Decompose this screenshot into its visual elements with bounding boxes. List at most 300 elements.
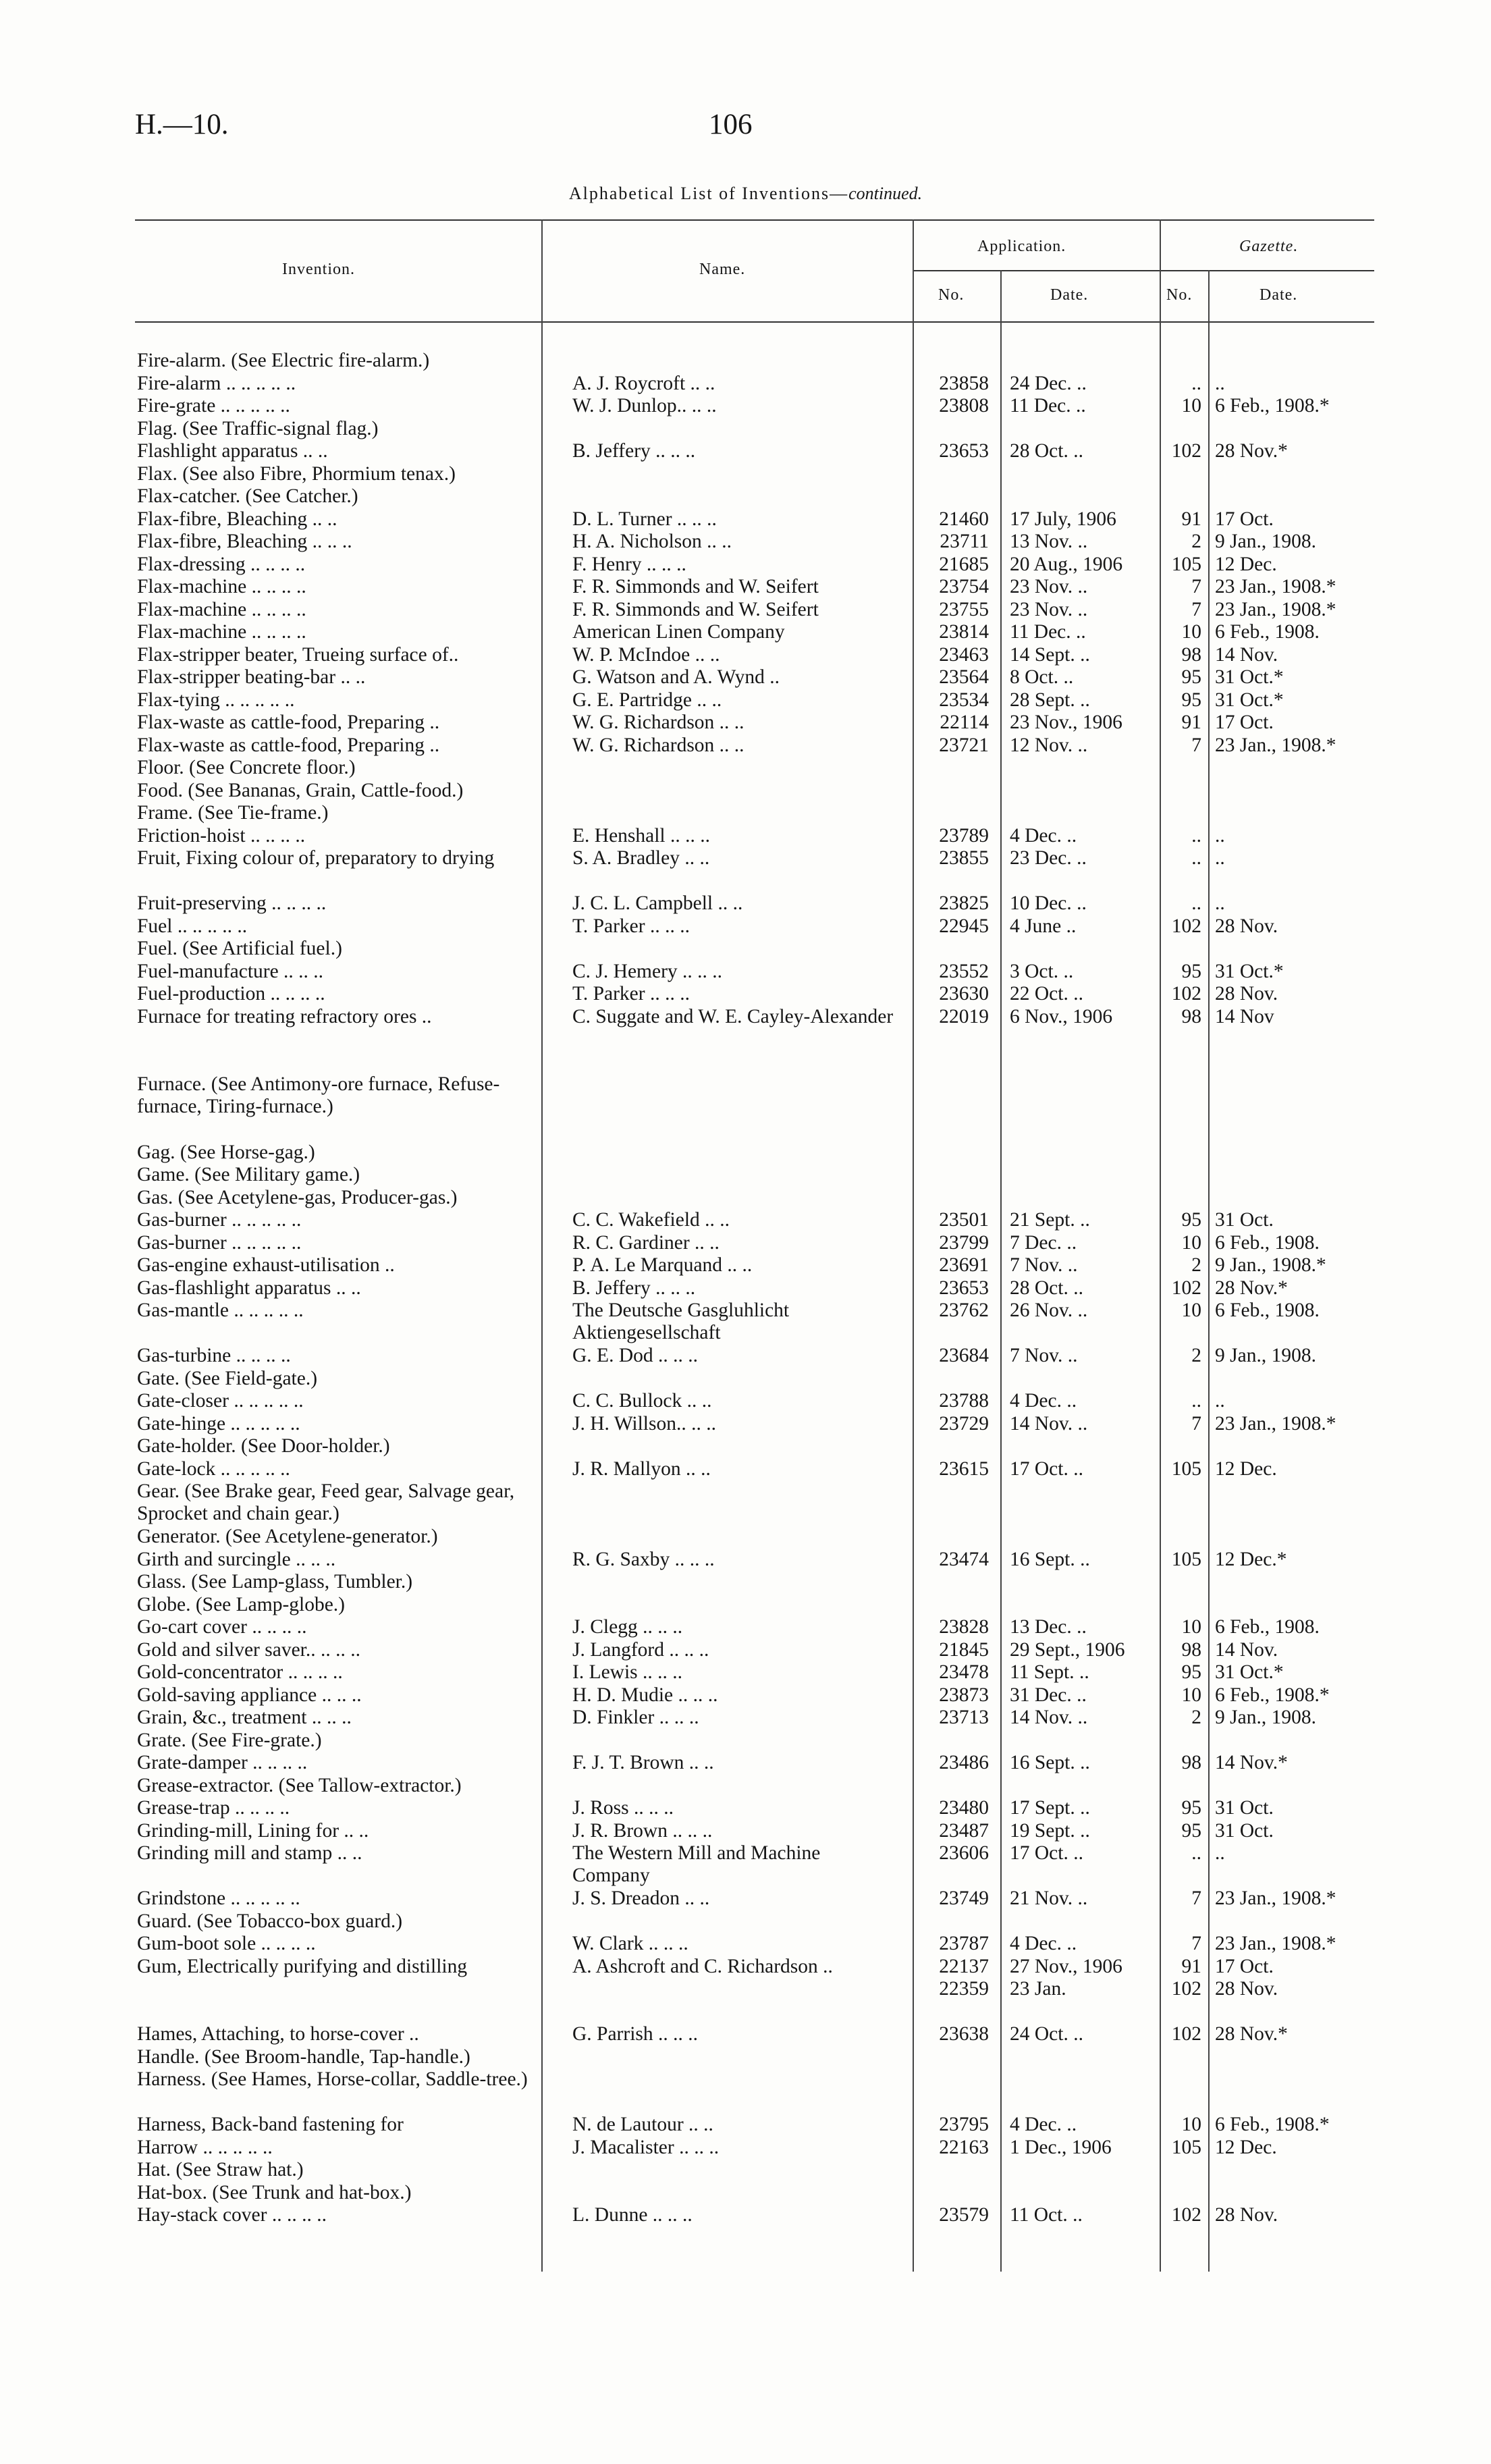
invention-cell: Game. (See Military game.) [137,1164,360,1185]
name-cell: J. C. L. Campbell .. .. [572,892,743,914]
application-number-cell: 22137 [939,1955,989,1977]
name-cell: J. Langford .. .. .. [572,1638,709,1661]
name-cell: J. H. Willson.. .. .. [572,1412,716,1435]
gazette-number-cell: 95 [1181,1797,1201,1819]
gazette-number-cell: 7 [1191,598,1201,620]
name-cell: H. A. Nicholson .. .. [572,531,732,552]
gazette-number-cell: 102 [1171,915,1201,937]
invention-cell: Flax-stripper beating-bar .. .. [137,666,366,688]
application-date-cell: 23 Nov. .. [1010,576,1088,597]
name-cell: J. R. Brown .. .. .. [572,1819,713,1842]
name-cell: R. G. Saxby .. .. .. [572,1548,715,1570]
application-date-cell: 28 Oct. .. [1010,440,1083,462]
application-number-cell: 23501 [939,1209,989,1231]
application-number-cell: 23684 [939,1345,989,1366]
application-number-cell: 21460 [939,508,989,530]
application-date-cell: 31 Dec. .. [1010,1684,1087,1706]
application-date-cell: 11 Dec. .. [1010,621,1086,643]
application-number-cell: 23474 [939,1548,989,1570]
gazette-date-cell: 6 Feb., 1908. [1215,1231,1320,1254]
application-number-cell: 23653 [939,1277,989,1299]
name-cell: E. Henshall .. .. .. [572,824,711,847]
caption-text: Alphabetical List of Inventions— [568,184,849,203]
page-caption [0,184,1491,204]
name-cell: H. D. Mudie .. .. .. [572,1684,718,1706]
invention-cell: Hames, Attaching, to horse-cover .. [137,2023,419,2045]
gazette-date-cell: 14 Nov.* [1215,1752,1288,1773]
invention-cell: Gas-turbine .. .. .. .. [137,1345,291,1366]
name-cell: F. R. Simmonds and W. Seifert [572,576,819,597]
application-date-cell: 24 Dec. .. [1010,372,1087,394]
gazette-number-cell: 7 [1191,1887,1201,1909]
gazette-date-cell: 17 Oct. [1215,712,1274,733]
name-cell: J. Clegg .. .. .. [572,1616,683,1638]
gazette-date-cell: 9 Jan., 1908. [1215,531,1316,552]
gazette-number-cell: 2 [1191,1707,1201,1728]
gazette-number-cell: .. [1191,1842,1201,1864]
gazette-date-cell: 28 Nov.* [1215,440,1288,462]
gazette-number-cell: 10 [1181,1300,1201,1321]
name-cell: G. Parrish .. .. .. [572,2023,699,2045]
gazette-number-cell: 10 [1181,1231,1201,1254]
invention-cell: Fire-alarm .. .. .. .. .. [137,372,296,394]
invention-cell: Grindstone .. .. .. .. .. [137,1887,300,1909]
application-number-cell: 23814 [939,621,989,643]
application-date-cell: 1 Dec., 1906 [1010,2136,1112,2158]
invention-cell: Gate-closer .. .. .. .. .. [137,1390,304,1412]
gazette-number-cell: 10 [1181,1616,1201,1638]
name-cell: W. Clark .. .. .. [572,1933,688,1954]
application-number-cell: 23755 [939,598,989,620]
gazette-number-cell: 10 [1181,1684,1201,1706]
gazette-number-cell: .. [1191,1390,1201,1412]
gazette-date-cell: 31 Oct. [1215,1209,1274,1231]
gazette-date-cell: 17 Oct. [1215,508,1274,530]
invention-cell: Flax-dressing .. .. .. .. [137,553,306,575]
gazette-date-cell: 6 Feb., 1908.* [1215,1684,1330,1706]
invention-cell: Fuel-manufacture .. .. .. [137,960,324,982]
gazette-number-cell: 95 [1181,666,1201,688]
invention-cell: Fruit-preserving .. .. .. .. [137,892,327,914]
gazette-number-cell: 98 [1181,643,1201,666]
application-number-cell: 21845 [939,1638,989,1661]
invention-cell: Floor. (See Concrete floor.) [137,757,356,778]
name-cell: S. A. Bradley .. .. [572,847,710,869]
gazette-number-cell: 102 [1171,440,1201,462]
name-cell: C. J. Hemery .. .. .. [572,960,723,982]
invention-cell: Hat-box. (See Trunk and hat-box.) [137,2181,412,2203]
invention-cell: Gag. (See Horse-gag.) [137,1141,315,1163]
application-rule [913,270,1374,271]
application-number-cell: 23858 [939,372,989,394]
application-date-cell: 23 Nov., 1906 [1010,712,1122,733]
gazette-number-cell: 105 [1171,2136,1201,2158]
application-number-cell: 23552 [939,960,989,982]
invention-cell: Flax-waste as cattle-food, Preparing .. [137,712,440,733]
gazette-date-cell: 28 Nov.* [1215,2023,1288,2045]
invention-cell: Fuel. (See Artificial fuel.) [137,938,342,959]
invention-cell: Flax-machine .. .. .. .. [137,598,306,620]
application-number-cell: 23713 [939,1707,989,1728]
application-number-cell: 23630 [939,983,989,1005]
name-cell: F. J. T. Brown .. .. [572,1752,714,1773]
application-date-cell: 12 Nov. .. [1010,734,1088,756]
gazette-number-cell: 91 [1181,712,1201,733]
invention-cell: Hay-stack cover .. .. .. .. [137,2204,327,2226]
name-cell: The Western Mill and Machine Company [572,1842,821,1886]
name-cell: W. J. Dunlop.. .. .. [572,395,717,417]
application-date-cell: 3 Oct. .. [1010,960,1074,982]
application-number-cell: 23564 [939,666,989,688]
invention-cell: Fuel-production .. .. .. .. [137,983,325,1005]
application-date-cell: 23 Nov. .. [1010,598,1088,620]
gazette-number-cell: .. [1191,892,1201,914]
gazette-date-cell: .. [1215,892,1225,914]
gazette-date-cell: 31 Oct.* [1215,960,1284,982]
name-cell: The Deutsche Gasgluhlicht Aktiengesellschaft [572,1300,790,1343]
application-number-cell: 23788 [939,1390,989,1412]
name-cell: T. Parker .. .. .. [572,983,690,1005]
header-app-no: No. [938,286,965,304]
gazette-date-cell: 12 Dec.* [1215,1548,1287,1570]
gazette-number-cell: 98 [1181,1638,1201,1661]
gazette-date-cell: 23 Jan., 1908.* [1215,1933,1336,1954]
gazette-date-cell: 9 Jan., 1908.* [1215,1254,1326,1276]
gazette-date-cell: 23 Jan., 1908.* [1215,576,1336,597]
name-cell: W. P. McIndoe .. .. [572,643,720,666]
application-number-cell: 23873 [939,1684,989,1706]
gazette-date-cell: 31 Oct. [1215,1819,1274,1842]
application-date-cell: 22 Oct. .. [1010,983,1083,1005]
gazette-number-cell: 7 [1191,576,1201,597]
application-number-cell: 22019 [939,1005,989,1027]
application-date-cell: 4 June .. [1010,915,1077,937]
application-number-cell: 21685 [939,553,989,575]
header-name: Name. [699,261,746,278]
application-date-cell: 4 Dec. .. [1010,2114,1077,2135]
application-date-cell: 4 Dec. .. [1010,1390,1077,1412]
application-number-cell: 22945 [939,915,989,937]
gazette-date-cell: 23 Jan., 1908.* [1215,1887,1336,1909]
name-cell: C. C. Wakefield .. .. [572,1209,730,1231]
application-number-cell: 23808 [939,395,989,417]
application-date-cell: 11 Dec. .. [1010,395,1086,417]
application-date-cell: 19 Sept. .. [1010,1819,1090,1842]
application-date-cell: 26 Nov. .. [1010,1300,1088,1321]
gazette-number-cell: 2 [1191,1345,1201,1366]
invention-cell: Furnace. (See Antimony-ore furnace, Refuse-furnace, Tiring-furnace.) [137,1073,500,1117]
application-date-cell: 28 Sept. .. [1010,689,1090,711]
gazette-number-cell: 10 [1181,395,1201,417]
gazette-date-cell: .. [1215,847,1225,869]
gazette-number-cell: 2 [1191,531,1201,552]
application-number-cell: 23615 [939,1457,989,1480]
invention-cell: Grease-extractor. (See Tallow-extractor.) [137,1774,462,1796]
column-rule-gaz-date [1208,270,1210,2272]
gazette-number-cell: 7 [1191,1412,1201,1435]
invention-cell: Gum-boot sole .. .. .. .. [137,1933,316,1954]
name-cell: L. Dunne .. .. .. [572,2204,693,2226]
invention-cell: Grate-damper .. .. .. .. [137,1752,308,1773]
gazette-date-cell: 28 Nov. [1215,915,1278,937]
application-number-cell: 23638 [939,2023,989,2045]
gazette-number-cell: 95 [1181,689,1201,711]
application-number-cell: 23486 [939,1752,989,1773]
application-number-cell: 22359 [939,1978,989,2000]
application-number-cell: 23754 [939,576,989,597]
application-number-cell: 23721 [939,734,989,756]
header-gazette: Gazette. [1239,238,1299,255]
invention-cell: Grate. (See Fire-grate.) [137,1729,322,1751]
application-date-cell: 11 Oct. .. [1010,2204,1083,2226]
application-date-cell: 11 Sept. .. [1010,1661,1089,1683]
invention-cell: Harness. (See Hames, Horse-collar, Saddle-tree.) [137,2068,528,2090]
gazette-date-cell: 14 Nov [1215,1005,1274,1027]
invention-cell: Gas-engine exhaust-utilisation .. [137,1254,395,1276]
gazette-date-cell: 31 Oct.* [1215,666,1284,688]
application-date-cell: 13 Dec. .. [1010,1616,1087,1638]
name-cell: G. E. Dod .. .. .. [572,1345,699,1366]
gazette-date-cell: 28 Nov. [1215,983,1278,1005]
application-number-cell: 22114 [940,712,989,733]
gazette-date-cell: 31 Oct.* [1215,1661,1284,1683]
application-number-cell: 23691 [939,1254,989,1276]
application-date-cell: 4 Dec. .. [1010,1933,1077,1954]
name-cell: J. R. Mallyon .. .. [572,1457,711,1480]
application-date-cell: 17 July, 1906 [1010,508,1116,530]
invention-cell: Food. (See Bananas, Grain, Cattle-food.) [137,779,464,801]
name-cell: N. de Lautour .. .. [572,2114,713,2135]
invention-cell: Gate-holder. (See Door-holder.) [137,1435,390,1457]
invention-cell: Globe. (See Lamp-globe.) [137,1593,346,1615]
invention-cell: Flax-catcher. (See Catcher.) [137,485,358,507]
gazette-number-cell: 95 [1181,960,1201,982]
application-date-cell: 17 Sept. .. [1010,1797,1090,1819]
application-date-cell: 20 Aug., 1906 [1010,553,1123,575]
name-cell: P. A. Le Marquand .. .. [572,1254,753,1276]
name-cell: American Linen Company [572,621,785,643]
invention-cell: Flag. (See Traffic-signal flag.) [137,417,379,439]
header-application: Application. [977,238,1066,255]
application-number-cell: 23534 [939,689,989,711]
gazette-date-cell: 28 Nov. [1215,1978,1278,2000]
gazette-date-cell: 28 Nov. [1215,2204,1278,2226]
gazette-number-cell: 95 [1181,1819,1201,1842]
gazette-date-cell: 6 Feb., 1908.* [1215,2114,1330,2135]
gazette-date-cell: 28 Nov.* [1215,1277,1288,1299]
gazette-date-cell: 31 Oct.* [1215,689,1284,711]
invention-cell: Grinding mill and stamp .. .. [137,1842,362,1864]
application-number-cell: 23828 [939,1616,989,1638]
invention-cell: Gear. (See Brake gear, Feed gear, Salvage gear, Sprocket and chain gear.) [137,1480,515,1524]
gazette-number-cell: 95 [1181,1209,1201,1231]
name-cell: D. L. Turner .. .. .. [572,508,717,530]
name-cell: J. Ross .. .. .. [572,1797,674,1819]
gazette-number-cell: 10 [1181,2114,1201,2135]
application-number-cell: 23787 [939,1933,989,1954]
invention-cell: Gold-saving appliance .. .. .. [137,1684,362,1706]
gazette-date-cell: 23 Jan., 1908.* [1215,1412,1336,1435]
gazette-number-cell: 91 [1181,1955,1201,1977]
invention-cell: Gold and silver saver.. .. .. .. [137,1638,360,1661]
gazette-number-cell: 7 [1191,1933,1201,1954]
running-head: H.—10. [135,109,229,140]
gazette-date-cell: 12 Dec. [1215,553,1277,575]
name-cell: W. G. Richardson .. .. [572,734,744,756]
name-cell: F. R. Simmonds and W. Seifert [572,598,819,620]
application-number-cell: 23855 [939,847,989,869]
application-number-cell: 23487 [939,1819,989,1842]
gazette-date-cell: 6 Feb., 1908. [1215,621,1320,643]
application-date-cell: 10 Dec. .. [1010,892,1087,914]
column-rule-app-date [1000,270,1002,2272]
header-gaz-no: No. [1166,286,1193,304]
gazette-date-cell: 9 Jan., 1908. [1215,1707,1316,1728]
name-cell: I. Lewis .. .. .. [572,1661,683,1683]
application-date-cell: 7 Dec. .. [1010,1231,1077,1254]
gazette-number-cell: 102 [1171,2023,1201,2045]
gazette-number-cell: .. [1191,824,1201,847]
application-number-cell: 23478 [939,1661,989,1683]
invention-cell: Guard. (See Tobacco-box guard.) [137,1910,403,1932]
invention-cell: Grain, &c., treatment .. .. .. [137,1707,352,1728]
application-number-cell: 23795 [939,2114,989,2135]
gazette-number-cell: 91 [1181,508,1201,530]
gazette-date-cell: 9 Jan., 1908. [1215,1345,1316,1366]
gazette-number-cell: 105 [1171,1457,1201,1480]
gazette-date-cell: 23 Jan., 1908.* [1215,734,1336,756]
application-date-cell: 7 Nov. .. [1010,1254,1078,1276]
header-app-date: Date. [1050,286,1089,304]
name-cell: D. Finkler .. .. .. [572,1707,699,1728]
invention-cell: Gate. (See Field-gate.) [137,1367,318,1389]
name-cell: C. Suggate and W. E. Cayley-Alexander [572,1005,894,1027]
application-number-cell: 23762 [939,1300,989,1321]
invention-cell: Fire-alarm. (See Electric fire-alarm.) [137,350,430,371]
invention-cell: Gas-flashlight apparatus .. .. [137,1277,361,1299]
name-cell: A. J. Roycroft .. .. [572,372,715,394]
gazette-number-cell: 102 [1171,1277,1201,1299]
gazette-date-cell: .. [1215,824,1225,847]
application-date-cell: 16 Sept. .. [1010,1752,1090,1773]
application-date-cell: 21 Nov. .. [1010,1887,1088,1909]
header-bottom-rule [135,321,1374,323]
invention-cell: Generator. (See Acetylene-generator.) [137,1526,438,1547]
application-date-cell: 23 Jan. [1010,1978,1066,2000]
name-cell: C. C. Bullock .. .. [572,1390,712,1412]
application-date-cell: 6 Nov., 1906 [1010,1005,1113,1027]
gazette-number-cell: 7 [1191,734,1201,756]
invention-cell: Harness, Back-band fastening for [137,2114,404,2135]
gazette-number-cell: 10 [1181,621,1201,643]
gazette-date-cell: .. [1215,1390,1225,1412]
name-cell: R. C. Gardiner .. .. [572,1231,720,1254]
gazette-date-cell: 12 Dec. [1215,2136,1277,2158]
invention-cell: Handle. (See Broom-handle, Tap-handle.) [137,2045,470,2068]
invention-cell: Flashlight apparatus .. .. [137,440,328,462]
invention-cell: Grease-trap .. .. .. .. [137,1797,290,1819]
invention-cell: Harrow .. .. .. .. .. [137,2136,273,2158]
gazette-date-cell: 31 Oct. [1215,1797,1274,1819]
name-cell: G. E. Partridge .. .. [572,689,722,711]
gazette-date-cell: 6 Feb., 1908. [1215,1300,1320,1321]
invention-cell: Hat. (See Straw hat.) [137,2159,304,2180]
gazette-date-cell: 6 Feb., 1908.* [1215,395,1330,417]
invention-cell: Fuel .. .. .. .. .. [137,915,248,937]
gazette-number-cell: 95 [1181,1661,1201,1683]
gazette-number-cell: .. [1191,372,1201,394]
gazette-date-cell: .. [1215,1842,1225,1864]
application-date-cell: 7 Nov. .. [1010,1345,1078,1366]
invention-cell: Flax-fibre, Bleaching .. .. .. [137,531,352,552]
name-cell: B. Jeffery .. .. .. [572,440,696,462]
gazette-date-cell: 14 Nov. [1215,1638,1278,1661]
invention-cell: Flax-machine .. .. .. .. [137,576,306,597]
invention-cell: Grinding-mill, Lining for .. .. [137,1819,369,1842]
application-date-cell: 14 Sept. .. [1010,643,1090,666]
application-number-cell: 23825 [939,892,989,914]
name-cell: J. S. Dreadon .. .. [572,1887,710,1909]
invention-cell: Flax. (See also Fibre, Phormium tenax.) [137,462,456,485]
name-cell: A. Ashcroft and C. Richardson .. [572,1955,833,1977]
name-cell: J. Macalister .. .. .. [572,2136,720,2158]
invention-cell: Flax-waste as cattle-food, Preparing .. [137,734,440,756]
application-number-cell: 23799 [939,1231,989,1254]
gazette-date-cell: 6 Feb., 1908. [1215,1616,1320,1638]
application-date-cell: 23 Dec. .. [1010,847,1087,869]
gazette-date-cell: 23 Jan., 1908.* [1215,598,1336,620]
gazette-number-cell: 2 [1191,1254,1201,1276]
invention-cell: Glass. (See Lamp-glass, Tumbler.) [137,1571,413,1592]
gazette-date-cell: 17 Oct. [1215,1955,1274,1977]
gazette-date-cell: 12 Dec. [1215,1457,1277,1480]
invention-cell: Fruit, Fixing colour of, preparatory to drying [137,847,495,869]
gazette-number-cell: 98 [1181,1752,1201,1773]
column-rule-gazette [1160,219,1161,2272]
application-number-cell: 23579 [939,2204,989,2226]
invention-cell: Gate-hinge .. .. .. .. .. [137,1412,300,1435]
header-invention: Invention. [282,261,355,278]
application-date-cell: 14 Nov. .. [1010,1412,1088,1435]
invention-cell: Flax-machine .. .. .. .. [137,621,306,643]
application-number-cell: 23653 [939,440,989,462]
invention-cell: Flax-stripper beater, Trueing surface of.. [137,643,459,666]
invention-cell: Girth and surcingle .. .. .. [137,1548,336,1570]
application-number-cell: 23711 [940,531,989,552]
invention-cell: Flax-fibre, Bleaching .. .. [137,508,337,530]
application-date-cell: 21 Sept. .. [1010,1209,1090,1231]
application-date-cell: 17 Oct. .. [1010,1842,1083,1864]
name-cell: B. Jeffery .. .. .. [572,1277,696,1299]
application-number-cell: 22163 [939,2136,989,2158]
invention-cell: Flax-tying .. .. .. .. .. [137,689,295,711]
invention-cell: Frame. (See Tie-frame.) [137,802,329,824]
gazette-date-cell: .. [1215,372,1225,394]
gazette-number-cell: 102 [1171,2204,1201,2226]
invention-cell: Friction-hoist .. .. .. .. [137,824,306,847]
invention-cell: Gold-concentrator .. .. .. .. [137,1661,343,1683]
application-date-cell: 8 Oct. .. [1010,666,1074,688]
application-number-cell: 23606 [939,1842,989,1864]
application-date-cell: 13 Nov. .. [1010,531,1088,552]
gazette-number-cell: 105 [1171,553,1201,575]
page-number: 106 [709,109,753,140]
application-date-cell: 29 Sept., 1906 [1010,1638,1125,1661]
name-cell: G. Watson and A. Wynd .. [572,666,780,688]
application-number-cell: 23729 [939,1412,989,1435]
header-gaz-date: Date. [1259,286,1298,304]
application-date-cell: 27 Nov., 1906 [1010,1955,1122,1977]
